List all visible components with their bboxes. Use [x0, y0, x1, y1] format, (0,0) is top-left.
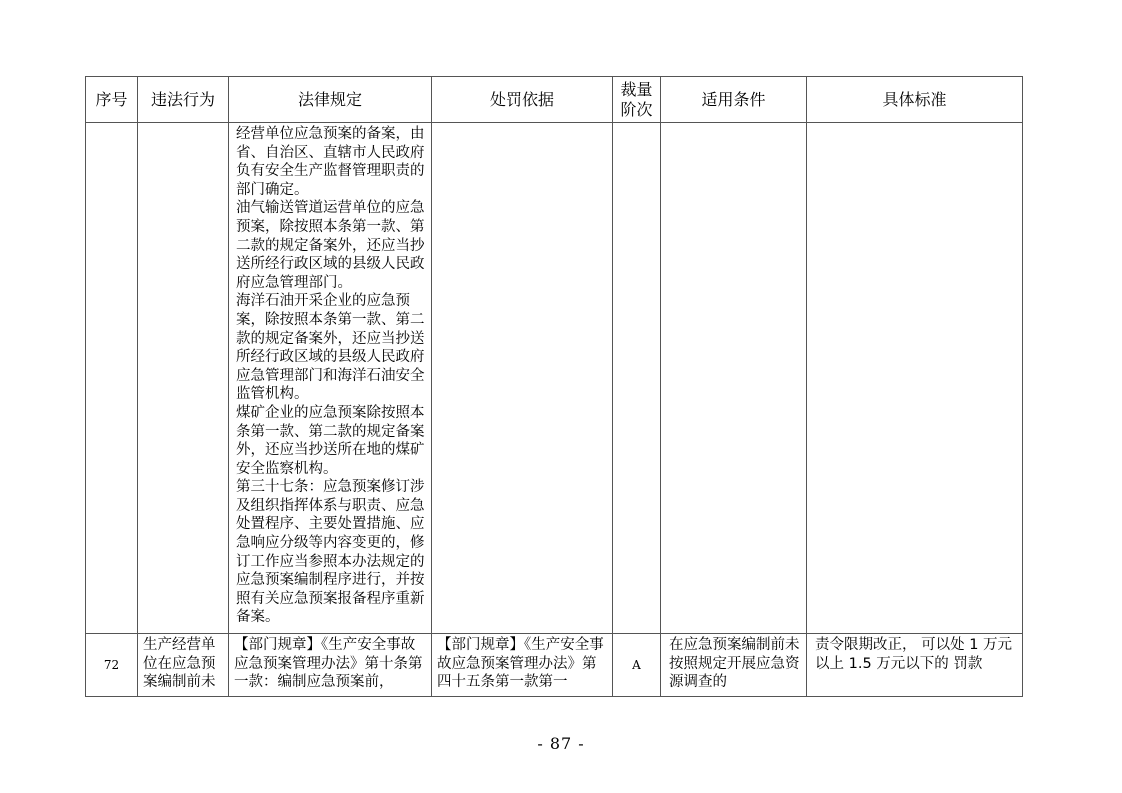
cell-law: [229, 634, 432, 697]
cell-condition: [661, 634, 807, 697]
cell-level: A: [613, 634, 661, 697]
header-standard: 具体标准: [807, 77, 1023, 123]
standard-text: 责令限期改正， 可以处 1 万元以上 1.5 万元以下的 罚款: [815, 637, 1013, 672]
cell-empty: [138, 123, 229, 634]
cell-violation: [138, 634, 229, 697]
law-text: 【部门规章】《生产安全事故应急预案管理办法》第十条第一款：编制应急预案前，: [234, 637, 423, 691]
violation-text: 生产经营单位在应急预案编制前未: [143, 637, 216, 691]
header-law: 法律规定: [229, 77, 432, 123]
table-header-row: [86, 77, 1023, 123]
cell-basis: [432, 634, 613, 697]
header-violation: 违法行为: [138, 77, 229, 123]
cell-standard: [807, 634, 1023, 697]
cell-empty: [432, 123, 613, 634]
basis-text: 【部门规章】《生产安全事故应急预案管理办法》第四十五条第一款第一: [437, 637, 604, 691]
condition-text: 在应急预案编制前未按照规定开展应急资源调查的: [669, 637, 800, 691]
cell-law-continued: [229, 123, 432, 634]
table-row-continued: [86, 123, 1023, 634]
penalty-table: [85, 76, 1023, 697]
header-level: 裁量 阶次: [613, 77, 661, 123]
header-condition: 适用条件: [661, 77, 807, 123]
cell-empty: [661, 123, 807, 634]
table-row-72: [86, 634, 1023, 697]
cell-number: 72: [86, 634, 138, 697]
cell-empty: [86, 123, 138, 634]
header-basis: 处罚依据: [432, 77, 613, 123]
cell-empty: [807, 123, 1023, 634]
header-number: 序号: [86, 77, 138, 123]
cell-empty: [613, 123, 661, 634]
law-text-continued: 经营单位应急预案的备案，由省、自治区、直辖市人民政府负有安全生产监督管理职责的部门确定。 油气输送管道运营单位的应急预案，除按照本条第一款、第二款的规定备案外，还应当抄送所经行政区域的县级人民政府应急管理部门。 海洋石油开采企业的应急预案，除按照本条第一款、第二款的规定备案外，还应当抄送所经行政区域的县级人民政府应急管理部门和海洋石油安全监管机构。 煤矿企业的应急预案除按照本条第一款、第二款的规定备案外，还应当抄送所在地的煤矿安全监察机构。 第三十七条：应急预案修订涉及组织指挥体系与职责、应急处置程序、主要处置措施、应急响应分级等内容变更的，修订工作应当参照本办法规定的应急预案编制程序进行，并按照有关应急预案报备程序重新备案。: [236, 126, 425, 626]
page-number: - 87 -: [537, 734, 585, 753]
